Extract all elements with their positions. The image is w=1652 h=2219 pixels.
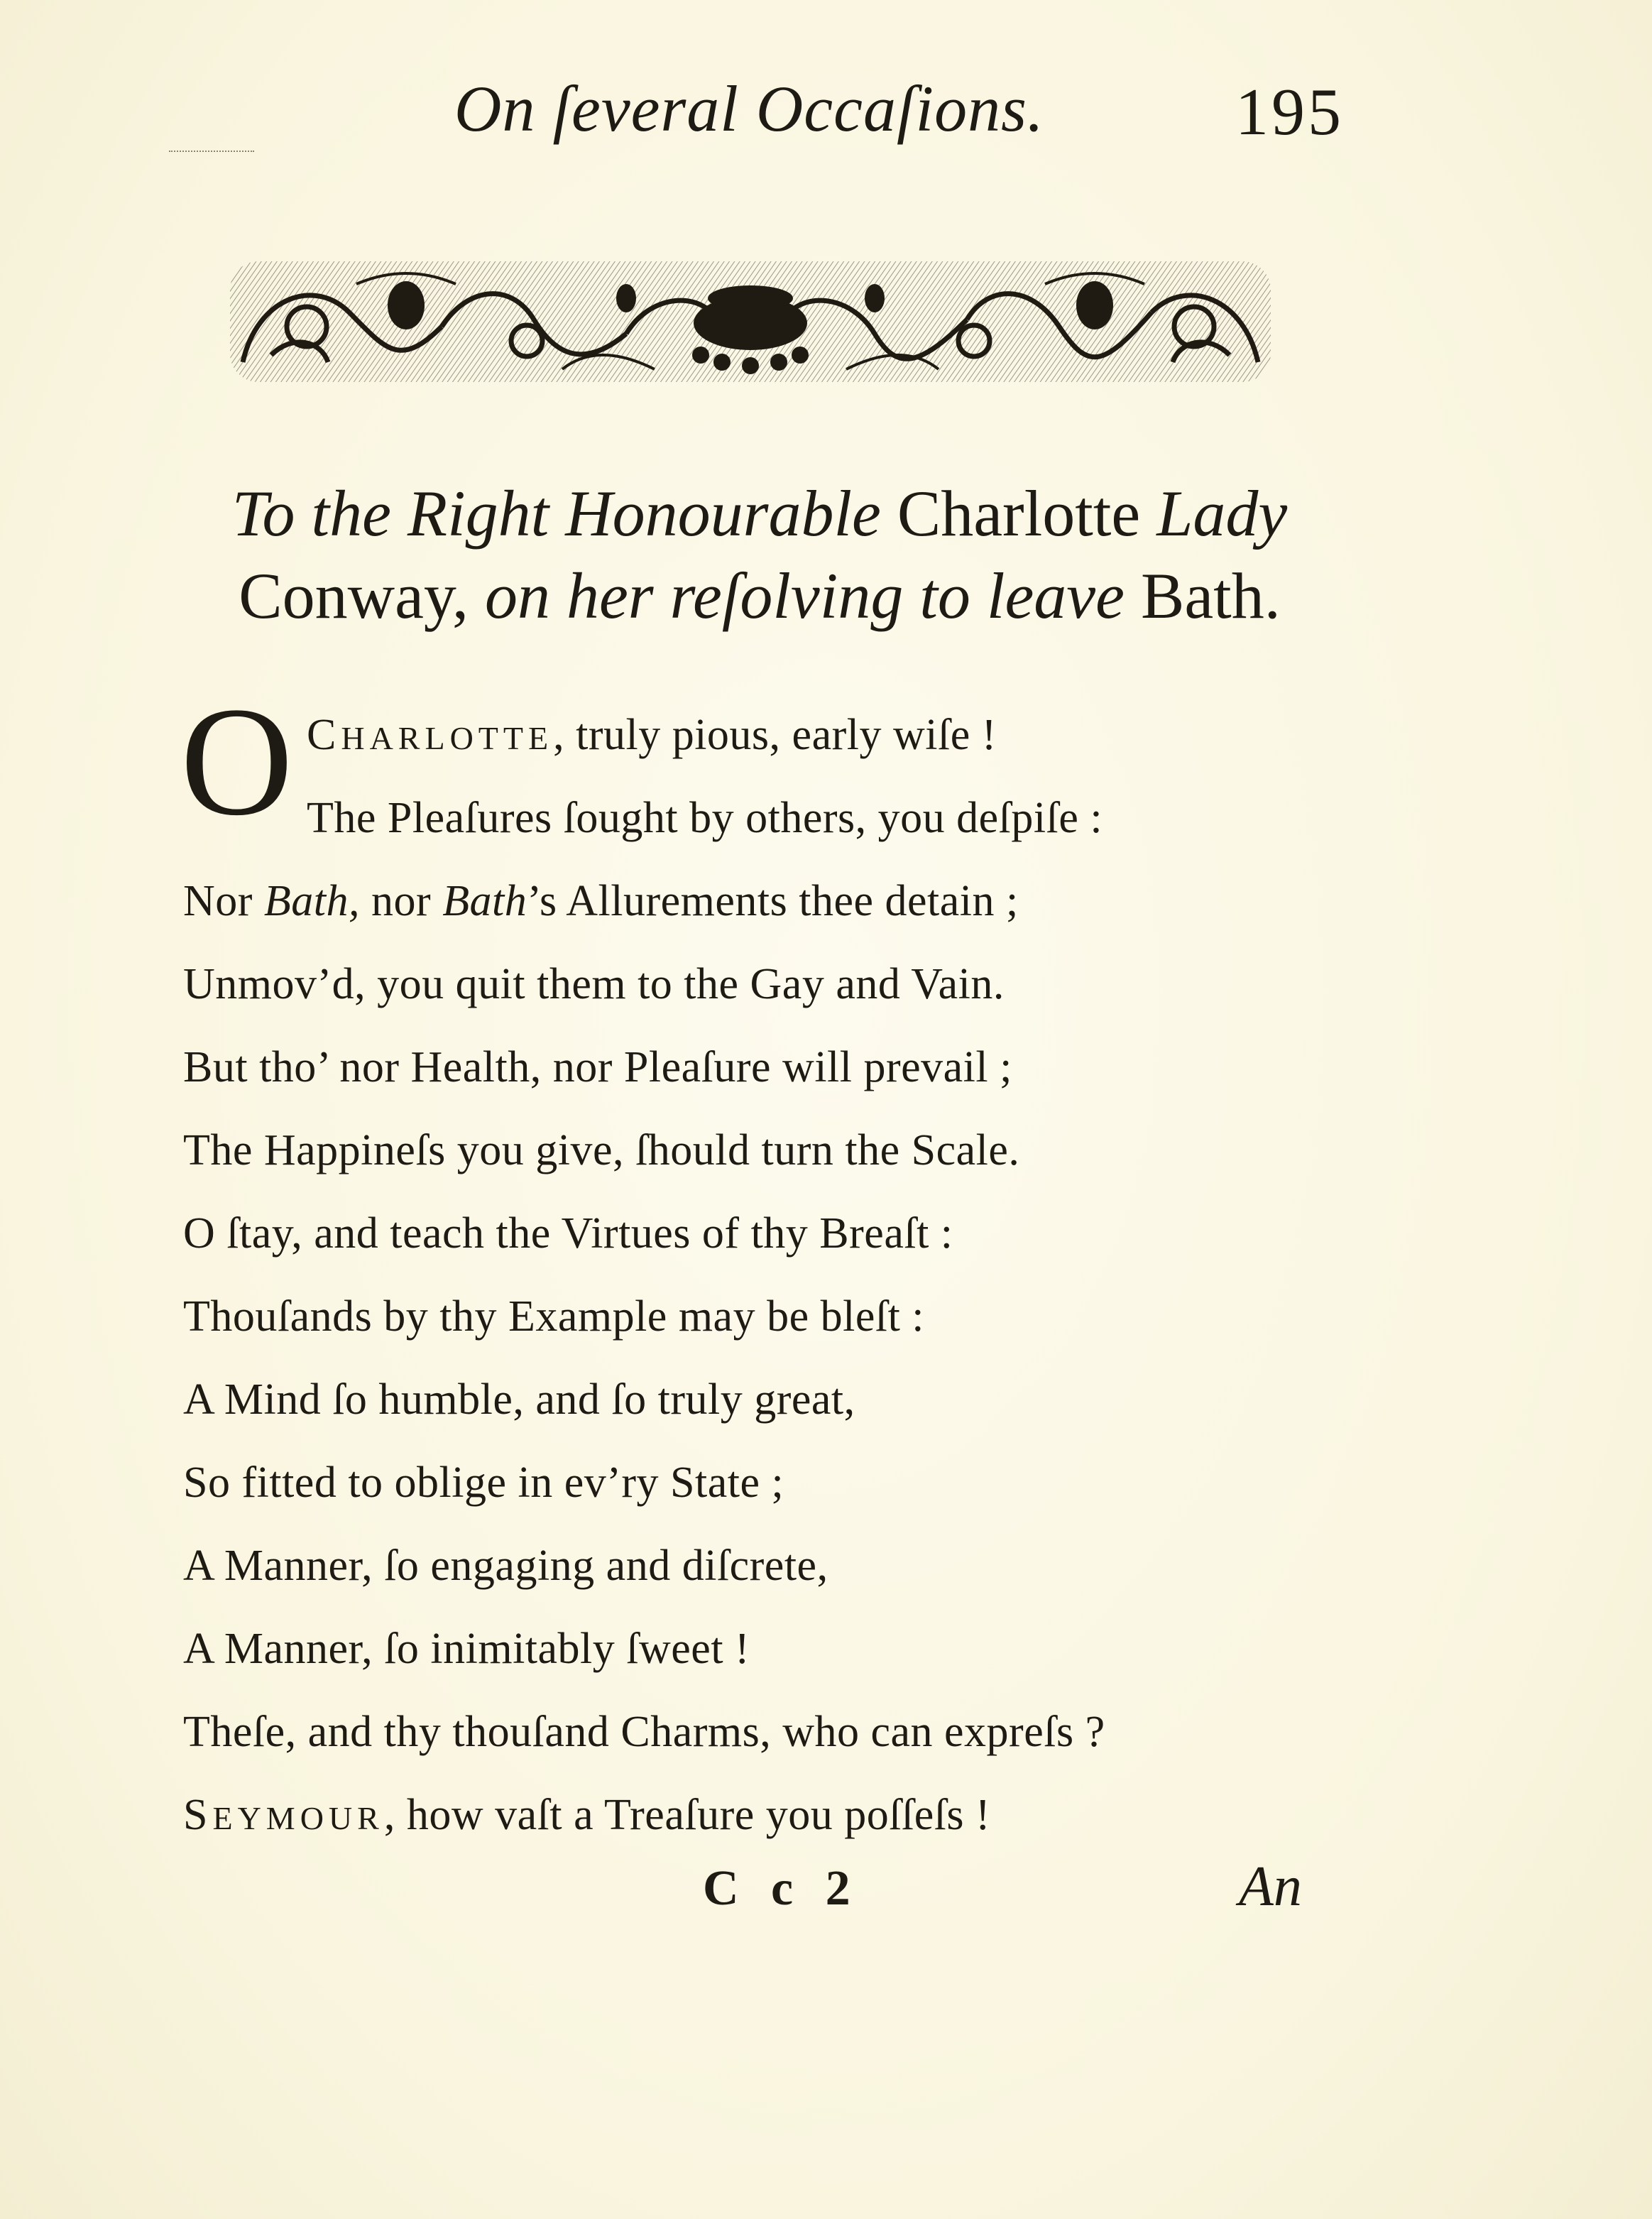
poem-line-14: SEYMOUR, how vaſt a Treaſure you poſſeſs ! <box>183 1791 991 1839</box>
poem-line-6: The Happineſs you give, ſhould turn the Scale. <box>183 1126 1020 1174</box>
header-rule <box>169 151 254 152</box>
title-name-charlotte: Charlotte <box>897 477 1141 550</box>
poem-line-10: So fitted to oblige in ev’ry State ; <box>183 1459 784 1507</box>
printer-signature: C c 2 <box>703 1861 860 1916</box>
poem-line-9: A Mind ſo humble, and ſo truly great, <box>183 1375 855 1424</box>
title-lady: Lady <box>1156 477 1288 550</box>
headpiece-ornament <box>229 256 1272 387</box>
poem-line-11: A Manner, ſo engaging and diſcrete, <box>183 1542 828 1590</box>
poem-title <box>170 472 1349 637</box>
smallcaps-name: EYMOUR <box>212 1800 384 1836</box>
smallcaps-name: HARLOTTE <box>341 720 554 756</box>
page-number: 195 <box>1235 75 1344 149</box>
poem-line-2: The Pleaſures ſought by others, you deſpiſe : <box>307 794 1103 842</box>
poem-line-13: Theſe, and thy thouſand Charms, who can expreſs ? <box>183 1708 1105 1756</box>
poem-line-1: CHARLOTTE, truly pious, early wiſe ! <box>307 711 997 759</box>
poem-line-5: But tho’ nor Health, nor Pleaſure will prevail ; <box>183 1043 1012 1091</box>
poem-line-12: A Manner, ſo inimitably ſweet ! <box>183 1625 750 1673</box>
poem-line-4: Unmov’d, you quit them to the Gay and Vain. <box>183 960 1005 1008</box>
poem-line-7: O ſtay, and teach the Virtues of thy Breaſt : <box>183 1209 953 1258</box>
title-name-conway: Conway, <box>239 560 469 632</box>
title-dedication: To the Right Honourable <box>231 477 881 550</box>
catchword: An <box>1239 1855 1302 1918</box>
title-occasion: on her reſolving to leave <box>484 560 1125 632</box>
drop-cap: O <box>180 675 293 848</box>
poem-line-8: Thouſands by thy Example may be bleſt : <box>183 1292 925 1341</box>
title-place-bath: Bath. <box>1140 560 1281 632</box>
running-head-title: On ſeveral Occaſions. <box>454 72 1044 145</box>
poem-line-3: Nor Bath, nor Bath’s Allurements thee detain ; <box>183 877 1019 925</box>
